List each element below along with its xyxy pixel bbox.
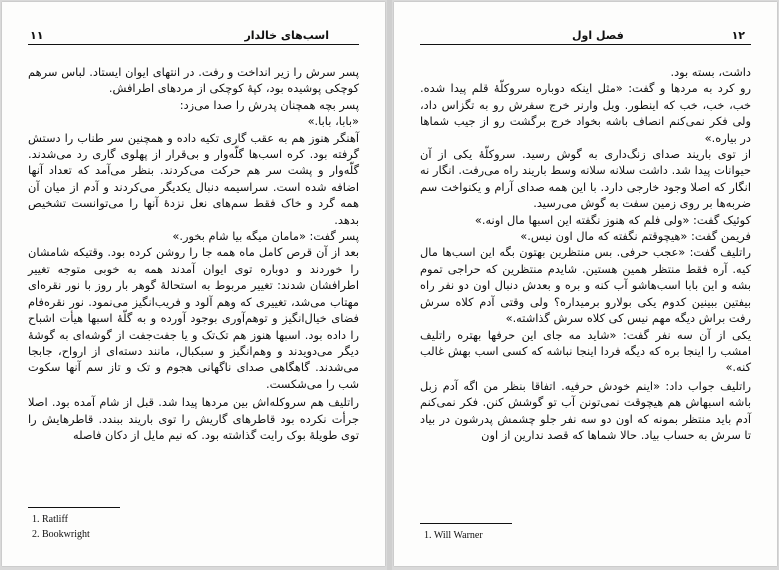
right-page	[394, 2, 777, 566]
paragraph: «بابا، بابا.»	[307, 114, 359, 129]
book-gutter	[387, 0, 392, 570]
paragraph: رو کرد به مردها و گفت: «مثل اینکه دوباره سروکلّهٔ قلم پیدا شده. خب، خب، خب که اینطور. ویل وارنر خرج سفرش رو به تگزاس داد، ولی فکر نمی‌کنم انصاف باشه بخواد خرج برگشت رو از جیب شماها در بیاره.»	[420, 81, 751, 145]
paragraph: کوئیک گفت: «ولی فلم که هنوز نگفته این اسبها مال اونه.»	[474, 212, 751, 227]
paragraph: فریمن گفت: «هیچوقتم نگفته که مال اون نیس.»	[520, 229, 751, 244]
footnote-rule	[420, 523, 512, 524]
paragraph: پسر گفت: «مامان میگه بیا شام بخور.»	[172, 229, 359, 244]
left-page-number: ۱۱	[30, 29, 44, 42]
paragraph: از توی باریند صدای زنگ‌داری به گوش رسید. سروکلّهٔ یکی از آن حیوانات پیدا شد. داشت سلانه سلانه وسط باریند راه می‌رفت. انگار نه انگار که اصلا وجود خارجی دارد. با این همه صدای آرام و یکنواخت سم ضربه‌ها بر روی زمین سفت به گوش می‌رسید.	[420, 147, 751, 211]
footnote: 1. Will Warner	[424, 530, 483, 541]
left-page	[2, 2, 385, 566]
right-page-number: ۱۲	[731, 29, 745, 42]
right-page-body	[420, 64, 751, 443]
paragraph: بعد از آن قرص کامل ماه همه جا را روشن کرده بود. وقتیکه شامشان را خوردند و دوباره توی ایوان آمدند همه به خوبی متوجه تغییر اطرافشان شدند: تغییر مربوط به استحالهٔ گوهر بار روز با نور نقره‌ای مهتاب می‌شد، تغییری که وهم آلود و فریب‌انگیز می‌نمود. نور نقره‌فام فضای خیال‌انگیز و توهم‌آوری بوجود آورده و به گلّهٔ اسبها هیأت اشباح را داده بود. اسبها هنوز هم تک‌تک و یا جفت‌جفت از گوشه‌ای به گوشهٔ دیگر می‌دویدند و وهم‌انگیز و سبکبال، مانند دسته‌ای از ارواح، جابجا می‌شدند. گاهگاهی صدای ناگهانی هجوم و تک و تاز سم آنها سکوت شب را می‌شکست.	[28, 245, 359, 391]
paragraph: پسر بچه همچنان پدرش را صدا می‌زد:	[179, 97, 359, 112]
paragraph: پسر سرش را زیر انداخت و رفت. در انتهای ایوان ایستاد. لباس سرهم کوچکی پوشیده بود، کپهٔ کوچکی از مردهای اطرافش.	[28, 65, 359, 96]
paragraph: راتلیف گفت: «عجب حرفی. بس منتظرین بهتون بگه این اسب‌ها مال کیه. آره فقط منتظر همین هستین. شایدم منتظرین که حراجی تموم بشه و این بابا اسب‌هاشو آب کنه و بره و بعدش دنبال اون دو نفر راه بیفتین ببینین کدوم یکی بولارو برمیداره؟ ولی وقتی آدم کلاه سرش رفت براش دیگه مهم نیس کی کلاه سرش گذاشته.»	[420, 245, 751, 326]
paragraph: آهنگر هنوز هم به عقب گاری تکیه داده و همچنین سر طناب را دستش گرفته بود. کره اسب‌ها گلّه‌وار و بی‌قرار از پهلوی گاری رد می‌شدند. گلّه‌وار و پشت سر هم حرکت می‌کردند. بنظر می‌آمد که تعداد آنها اضافه شده است. سراسیمه دنبال یکدیگر می‌کردند و آدم از میان آن همه گرد و خاک فقط سم‌های نعل نزدهٔ آنها را می‌توانست تشخیص بدهد.	[28, 130, 359, 227]
right-running-title: فصل اول	[572, 29, 624, 42]
footnote: 1. Ratliff	[32, 514, 68, 525]
paragraph: داشت، بسته بود.	[670, 65, 751, 79]
right-page-header	[420, 28, 751, 45]
footnote: 2. Bookwright	[32, 529, 90, 540]
footnote-rule	[28, 507, 120, 508]
paragraph: راتلیف جواب داد: «اینم خودش حرفیه. اتفاقا بنظر من اگه آدم زبل باشه اسبهاش هم هیچوقت نمی‌تونن آب تو گوشش کنن. فکر نمی‌کنم آدم باید منتظر بمونه که اون دو سه نفر جلو چشمش پدرشون در بیاد تا سرش به حساب بیاد. حالا شماها که قصد ندارین از اون	[420, 378, 751, 442]
paragraph: راتلیف هم سروکله‌اش بین مردها پیدا شد. قبل از شام آمده بود. اصلا جرأت نکرده بود قاطرهای گاریش را توی باریند ببندد. قاطرهایش را توی طویلهٔ بوک رایت گذاشته بود. که نیم مایل از دکان فاصله	[28, 395, 359, 442]
left-page-body	[28, 64, 359, 443]
paragraph: یکی از آن سه نفر گفت: «شاید مه جای این حرفها بهتره راتلیف امشب را اینجا بره که دیگه فردا اینجا نباشه که کسی اسب بهش غالب کنه.»	[420, 327, 751, 375]
left-running-title: اسب‌های خالدار	[244, 29, 329, 42]
left-page-header	[28, 28, 359, 45]
